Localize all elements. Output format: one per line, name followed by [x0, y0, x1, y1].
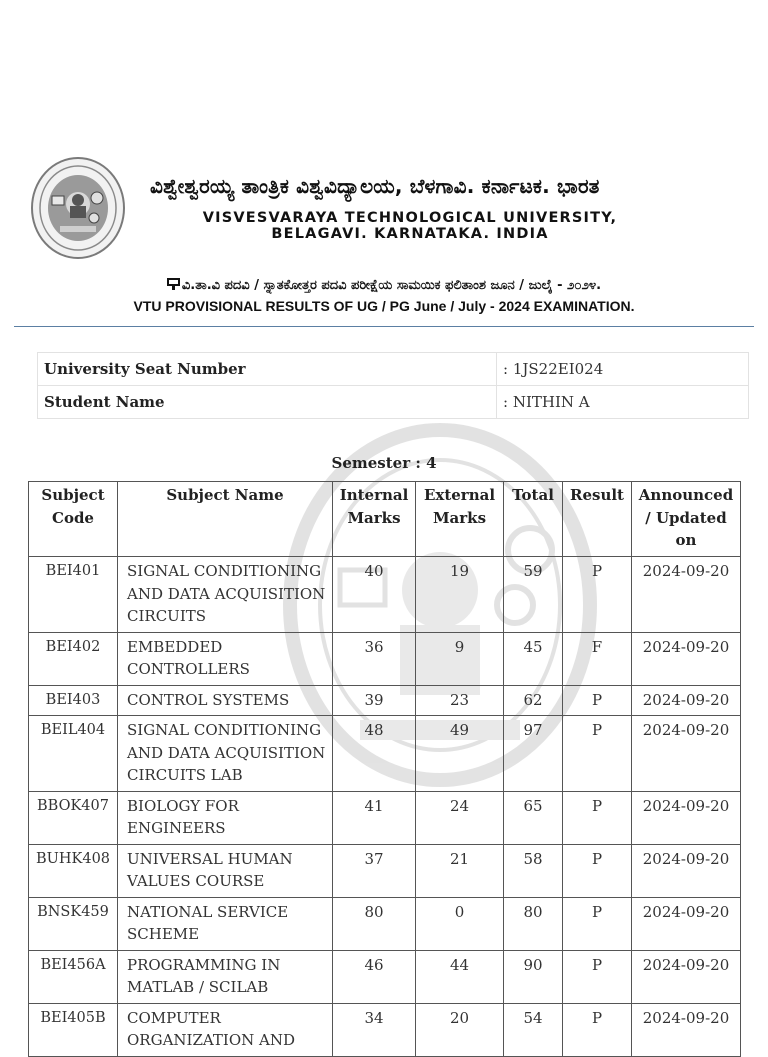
external-marks: 0 — [416, 897, 504, 950]
usn-row — [38, 353, 749, 386]
header-internal-marks: Internal Marks — [333, 482, 416, 557]
result: P — [563, 950, 632, 1003]
announced-date: 2024-09-20 — [632, 557, 741, 633]
total-marks: 90 — [504, 950, 563, 1003]
external-marks: 24 — [416, 791, 504, 844]
header-external-marks: External Marks — [416, 482, 504, 557]
total-marks: 80 — [504, 897, 563, 950]
subject-code: BNSK459 — [29, 897, 118, 950]
subject-name: EMBEDDED CONTROLLERS — [118, 632, 333, 685]
subject-name: BIOLOGY FOR ENGINEERS — [118, 791, 333, 844]
result: F — [563, 632, 632, 685]
student-name-label: Student Name — [38, 386, 497, 419]
result: P — [563, 557, 632, 633]
usn-label: University Seat Number — [38, 353, 497, 386]
external-marks: 9 — [416, 632, 504, 685]
announced-date: 2024-09-20 — [632, 950, 741, 1003]
announced-date: 2024-09-20 — [632, 685, 741, 716]
header-subject-code: Subject Code — [29, 482, 118, 557]
subject-code: BEI456A — [29, 950, 118, 1003]
table-row — [29, 685, 741, 716]
external-marks: 44 — [416, 950, 504, 1003]
subject-name: NATIONAL SERVICE SCHEME — [118, 897, 333, 950]
student-info-table — [37, 352, 749, 419]
kannada-subtitle: ವಿ.ತಾ.ವಿ ಪದವಿ / ಸ್ನಾತಕೋತ್ತರ ಪದವಿ ಪರೀಕ್ಷೆಯ ಸಾಮಯಿಕ ಫಲಿತಾಂಶ ಜೂನ / ಜುಲೈ - ೨೦೨೪. — [181, 278, 602, 293]
subject-name: CONTROL SYSTEMS — [118, 685, 333, 716]
result: P — [563, 685, 632, 716]
announced-date: 2024-09-20 — [632, 632, 741, 685]
university-seal-icon — [30, 156, 126, 260]
result: P — [563, 897, 632, 950]
internal-marks: 46 — [333, 950, 416, 1003]
total-marks: 45 — [504, 632, 563, 685]
book-icon — [167, 278, 180, 290]
internal-marks: 39 — [333, 685, 416, 716]
internal-marks: 80 — [333, 897, 416, 950]
subject-name: SIGNAL CONDITIONING AND DATA ACQUISITION CIRCUITS — [118, 557, 333, 633]
table-row — [29, 1003, 741, 1056]
header-total: Total — [504, 482, 563, 557]
header-divider — [14, 326, 754, 327]
external-marks: 20 — [416, 1003, 504, 1056]
usn-value: : 1JS22EI024 — [497, 353, 749, 386]
result: P — [563, 716, 632, 792]
subject-code: BBOK407 — [29, 791, 118, 844]
internal-marks: 37 — [333, 844, 416, 897]
external-marks: 49 — [416, 716, 504, 792]
english-title-line-2: BELAGAVI. KARNATAKA. INDIA — [271, 226, 549, 242]
table-row — [29, 897, 741, 950]
subject-code: BEI403 — [29, 685, 118, 716]
total-marks: 58 — [504, 844, 563, 897]
announced-date: 2024-09-20 — [632, 716, 741, 792]
student-name-row — [38, 386, 749, 419]
english-title-line-1: VISVESVARAYA TECHNOLOGICAL UNIVERSITY, — [202, 210, 618, 226]
semester-label: Semester : 4 — [331, 454, 437, 472]
table-row — [29, 791, 741, 844]
internal-marks: 48 — [333, 716, 416, 792]
subject-name: COMPUTER ORGANIZATION AND — [118, 1003, 333, 1056]
total-marks: 54 — [504, 1003, 563, 1056]
subject-code: BEI401 — [29, 557, 118, 633]
announced-date: 2024-09-20 — [632, 897, 741, 950]
internal-marks: 40 — [333, 557, 416, 633]
page-header — [0, 150, 768, 270]
result: P — [563, 1003, 632, 1056]
table-row — [29, 844, 741, 897]
english-subtitle: VTU PROVISIONAL RESULTS OF UG / PG June / July - 2024 EXAMINATION. — [133, 298, 635, 314]
announced-date: 2024-09-20 — [632, 844, 741, 897]
header-announced: Announced / Updated on — [632, 482, 741, 557]
external-marks: 21 — [416, 844, 504, 897]
result: P — [563, 791, 632, 844]
results-table — [28, 481, 741, 1057]
header-subject-name: Subject Name — [118, 482, 333, 557]
subject-code: BUHK408 — [29, 844, 118, 897]
kannada-subtitle-row — [0, 276, 768, 296]
total-marks: 59 — [504, 557, 563, 633]
internal-marks: 36 — [333, 632, 416, 685]
table-row — [29, 716, 741, 792]
subject-code: BEIL404 — [29, 716, 118, 792]
internal-marks: 34 — [333, 1003, 416, 1056]
announced-date: 2024-09-20 — [632, 1003, 741, 1056]
subject-code: BEI405B — [29, 1003, 118, 1056]
announced-date: 2024-09-20 — [632, 791, 741, 844]
table-row — [29, 950, 741, 1003]
student-name-value: : NITHIN A — [497, 386, 749, 419]
total-marks: 97 — [504, 716, 563, 792]
table-row — [29, 632, 741, 685]
kannada-university-title: ವಿಶ್ವೇಶ್ವರಯ್ಯ ತಾಂತ್ರಿಕ ವಿಶ್ವವಿದ್ಯಾಲಯ, ಬೆಳಗಾವಿ. ಕರ್ನಾಟಕ. ಭಾರತ — [150, 174, 600, 198]
results-subtitle — [0, 276, 768, 315]
total-marks: 65 — [504, 791, 563, 844]
subject-name: SIGNAL CONDITIONING AND DATA ACQUISITION CIRCUITS LAB — [118, 716, 333, 792]
external-marks: 23 — [416, 685, 504, 716]
table-row — [29, 557, 741, 633]
subject-code: BEI402 — [29, 632, 118, 685]
english-university-title — [135, 210, 685, 242]
external-marks: 19 — [416, 557, 504, 633]
results-header-row — [29, 482, 741, 557]
header-result: Result — [563, 482, 632, 557]
result: P — [563, 844, 632, 897]
subject-name: PROGRAMMING IN MATLAB / SCILAB — [118, 950, 333, 1003]
total-marks: 62 — [504, 685, 563, 716]
internal-marks: 41 — [333, 791, 416, 844]
subject-name: UNIVERSAL HUMAN VALUES COURSE — [118, 844, 333, 897]
